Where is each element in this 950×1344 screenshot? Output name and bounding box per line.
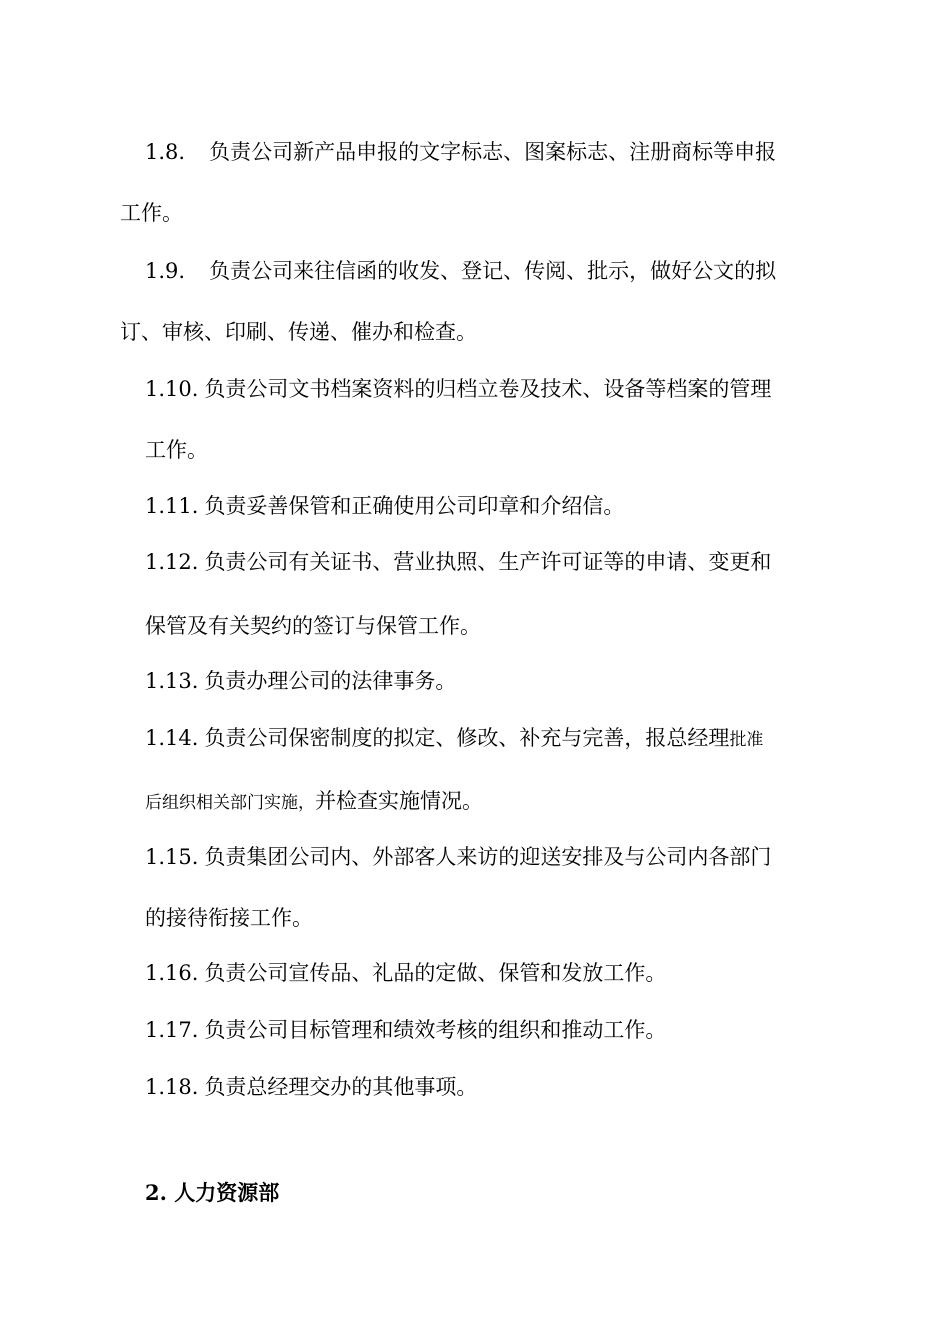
item-number: 1.17. [145, 1018, 199, 1042]
list-item-1-13 [145, 666, 456, 696]
list-item-1-10-cont [145, 435, 208, 465]
item-number: 1.9. [145, 259, 186, 283]
item-text: 负责总经理交办的其他事项。 [204, 1075, 478, 1099]
item-text: 负责公司文书档案资料的归档立卷及技术、设备等档案的管理 [204, 377, 772, 401]
item-number: 1.8. [145, 140, 186, 164]
list-item-1-9 [145, 256, 776, 286]
list-item-1-11 [145, 491, 624, 521]
list-item-1-14 [145, 723, 763, 755]
item-number: 1.16. [145, 961, 199, 985]
item-text: 负责妥善保管和正确使用公司印章和介绍信。 [204, 494, 625, 518]
item-text-continued: 并检查实施情况。 [315, 789, 483, 813]
list-item-1-14-cont [145, 786, 483, 818]
item-text: 负责公司保密制度的拟定、修改、补充与完善，报总经理 [204, 726, 730, 750]
item-text-continued: 订、审核、印刷、传递、催办和检查。 [120, 320, 477, 344]
list-item-1-12 [145, 547, 771, 577]
list-item-1-17 [145, 1015, 666, 1045]
list-item-1-10 [145, 374, 771, 404]
list-item-1-15-cont [145, 903, 313, 933]
list-item-1-15 [145, 842, 771, 872]
list-item-1-8 [145, 137, 776, 167]
item-text-continued: 保管及有关契约的签订与保管工作。 [145, 614, 481, 638]
item-number: 1.14. [145, 726, 199, 750]
item-text-small-continued: 后组织相关部门实施， [145, 793, 315, 813]
item-number: 1.18. [145, 1075, 199, 1099]
item-text: 负责公司新产品申报的文字标志、图案标志、注册商标等申报 [209, 140, 777, 164]
item-text-continued: 工作。 [145, 438, 208, 462]
item-text-small: 批准 [729, 730, 764, 750]
item-number: 1.10. [145, 377, 199, 401]
list-item-1-18 [145, 1072, 477, 1102]
item-text: 负责公司目标管理和绩效考核的组织和推动工作。 [204, 1018, 667, 1042]
item-number: 1.12. [145, 550, 199, 574]
item-text: 负责公司有关证书、营业执照、生产许可证等的申请、变更和 [204, 550, 772, 574]
item-number: 1.13. [145, 669, 199, 693]
list-item-1-9-cont [120, 317, 477, 347]
item-text-continued: 的接待衔接工作。 [145, 906, 313, 930]
item-text: 负责办理公司的法律事务。 [204, 669, 457, 693]
item-number: 1.15. [145, 845, 199, 869]
item-text: 负责集团公司内、外部客人来访的迎送安排及与公司内各部门 [204, 845, 772, 869]
item-text: 负责公司来往信函的收发、登记、传阅、批示，做好公文的拟 [209, 259, 777, 283]
list-item-1-8-cont [120, 198, 183, 228]
list-item-1-16 [145, 958, 666, 988]
item-number: 1.11. [145, 494, 199, 518]
item-text: 负责公司宣传品、礼品的定做、保管和发放工作。 [204, 961, 667, 985]
item-text-continued: 工作。 [120, 201, 183, 225]
section-heading: 2. 人力资源部 [145, 1180, 280, 1205]
list-item-1-12-cont [145, 611, 481, 641]
